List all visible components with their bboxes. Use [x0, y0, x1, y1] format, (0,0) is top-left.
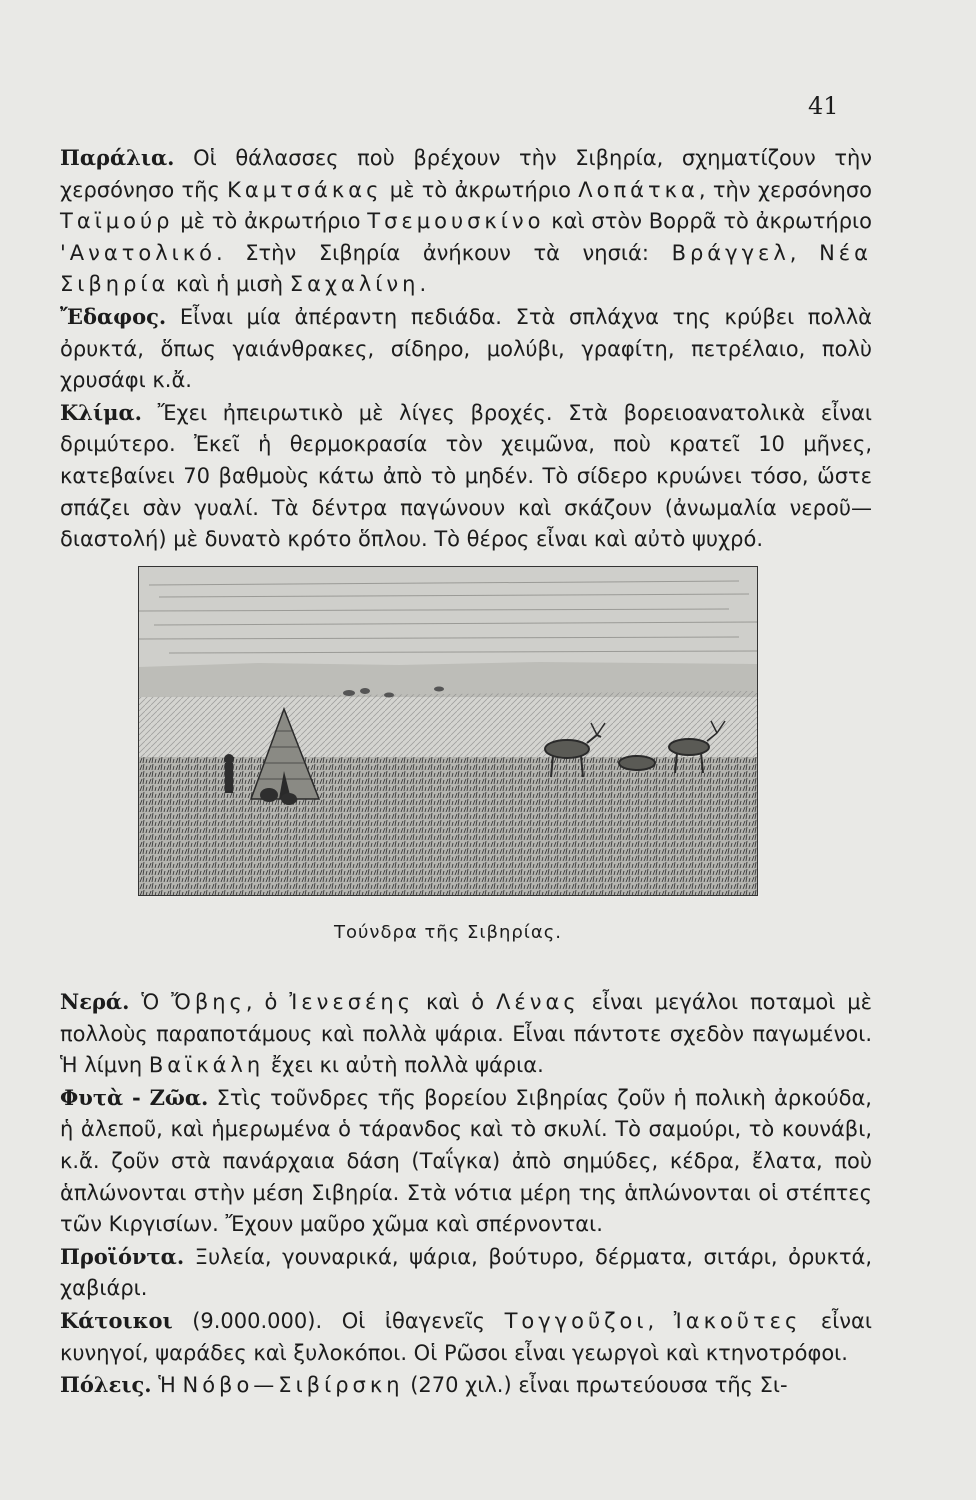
paragraph-flora-fauna: Φυτὰ - Ζῶα. Στὶς τοῦνδρες τῆς βορείου Σιβηρίας ζοῦν ἡ πολικὴ ἀρκούδα, ἡ ἀλεποῦ, καὶ ἡμερωμένα ὁ τάρανδος καὶ τὸ σκυλί. Τὸ σαμούρι, τὸ κουνάβι, κ.ἄ. ζοῦν στὰ πανάρχαια δάση (Ταΐγκα) ἀπὸ σημύδες, κέδρα, ἔλατα, ποὺ ἁπλώνονται στὴν μέση Σιβηρία. Στὰ νότια μέρη της ἁπλώνονται οἱ στέπτες τῶν Κιργισίων. Ἔχουν μαῦρο χῶμα καὶ σπέρνονται. [60, 1084, 872, 1237]
text-block-bottom [60, 986, 872, 1402]
tundra-illustration [138, 566, 758, 896]
paragraph-products: Προϊόντα. Ξυλεία, γουναρικά, ψάρια, βούτυρο, δέρματα, σιτάρι, ὀρυκτά, χαβιάρι. [60, 1243, 872, 1301]
place-name: Ἰενεσέης [289, 990, 415, 1014]
paragraph-inhabitants: Κάτοικοι (9.000.000). Οἱ ἰθαγενεῖς Τογγοῦζοι, Ἰακοῦτες εἶναι κυνηγοί, ψαράδες καὶ ξυλοκόποι. Οἱ Ρῶσοι εἶναι γεωργοὶ καὶ κτηνοτρόφοι. [60, 1307, 872, 1365]
paragraph-soil: Ἔδαφος. Εἶναι μία ἀπέραντη πεδιάδα. Στὰ σπλάχνα της κρύβει πολλὰ ὀρυκτά, ὅπως γαιάνθρακες, σίδηρο, μολύβι, γραφίτη, πετρέλαιο, πολὺ χρυσάφι κ.ἄ. [60, 303, 872, 393]
paragraph-waters: Νερά. Ὁ Ὄβης, ὁ Ἰενεσέης καὶ ὁ Λένας εἶναι μεγάλοι ποταμοὶ μὲ πολλοὺς παραποτάμους καὶ πολλὰ ψάρια. Εἶναι πάντοτε σχεδὸν παγωμένοι. Ἡ λίμνη Βαϊκάλη ἔχει κι αὐτὴ πολλὰ ψάρια. [60, 989, 872, 1078]
place-name: 'Ανατολικό [60, 240, 216, 265]
place-name: Τσεμουσκίνο [367, 209, 545, 234]
people-name: Ἰακοῦτες [673, 1308, 802, 1333]
heading-coast: Παράλια. [60, 145, 175, 170]
heading-waters: Νερά. [60, 989, 130, 1014]
text-block-top [60, 142, 872, 556]
place-name: Σαχαλίνη [289, 272, 420, 297]
place-name: Νόβο—Σιβίρσκη [182, 1373, 404, 1398]
heading-inhabitants: Κάτοικοι [60, 1307, 173, 1333]
tundra-engraving [139, 567, 758, 896]
place-name: Βράγγελ [671, 240, 790, 265]
paragraph-coast: Παράλια. Οἱ θάλασσες ποὺ βρέχουν τὴν Σιβηρία, σχηματίζουν τὴν χερσόνησο τῆς Καμτσάκας μὲ τὸ ἀκρωτήριο Λοπάτκα, τὴν χερσόνησο Ταϊμούρ μὲ τὸ ἀκρωτήριο Τσεμουσκίνο καὶ στὸν Βορρᾶ τὸ ἀκρωτήριο 'Ανατολικό. Στὴν Σιβηρία ἀνήκουν τὰ νησιά: Βράγγελ, Νέα Σιβηρία καὶ ἡ μισὴ Σαχαλίνη. [60, 145, 873, 297]
place-name: Ταϊμούρ [60, 209, 174, 234]
heading-climate: Κλίμα. [60, 399, 142, 425]
figure-caption: Τούνδρα τῆς Σιβηρίας. [333, 922, 563, 943]
place-name: Νέα Σιβηρία [60, 240, 872, 297]
place-name: Βαϊκάλη [148, 1053, 265, 1078]
paragraph-cities: Πόλεις. Ἡ Νόβο—Σιβίρσκη (270 χιλ.) εἶναι πρωτεύουσα τῆς Σι- [60, 1372, 788, 1398]
heading-soil: Ἔδαφος. [60, 303, 167, 329]
place-name: Καμτσάκας [227, 177, 383, 202]
place-name: Λένας [496, 990, 580, 1014]
people-name: Τογγοῦζοι [504, 1308, 648, 1333]
heading-products: Προϊόντα. [60, 1243, 185, 1269]
heading-cities: Πόλεις. [60, 1372, 152, 1398]
place-name: Λοπάτκα [578, 177, 699, 202]
paragraph-climate: Κλίμα. Ἔχει ἠπειρωτικὸ μὲ λίγες βροχές. Στὰ βορειοανατολικὰ εἶναι δριμύτερο. Ἐκεῖ ἡ θερμοκρασία τὸν χειμῶνα, ποὺ κρατεῖ 10 μῆνες, κατεβαίνει 70 βαθμοὺς κάτω ἀπὸ τὸ μηδέν. Τὸ σίδερο κρυώνει τόσο, ὥστε σπάζει σὰν γυαλί. Τὰ δέντρα παγώνουν καὶ σκάζουν (ἀνωμαλία νεροῦ—διαστολή) μὲ δυνατὸ κρότο ὅπλου. Τὸ θέρος εἶναι καὶ αὐτὸ ψυχρό. [60, 399, 872, 552]
page-number: 41 [808, 92, 839, 120]
heading-flora-fauna: Φυτὰ - Ζῶα. [60, 1084, 209, 1110]
place-name: Ὄβης [171, 990, 246, 1014]
